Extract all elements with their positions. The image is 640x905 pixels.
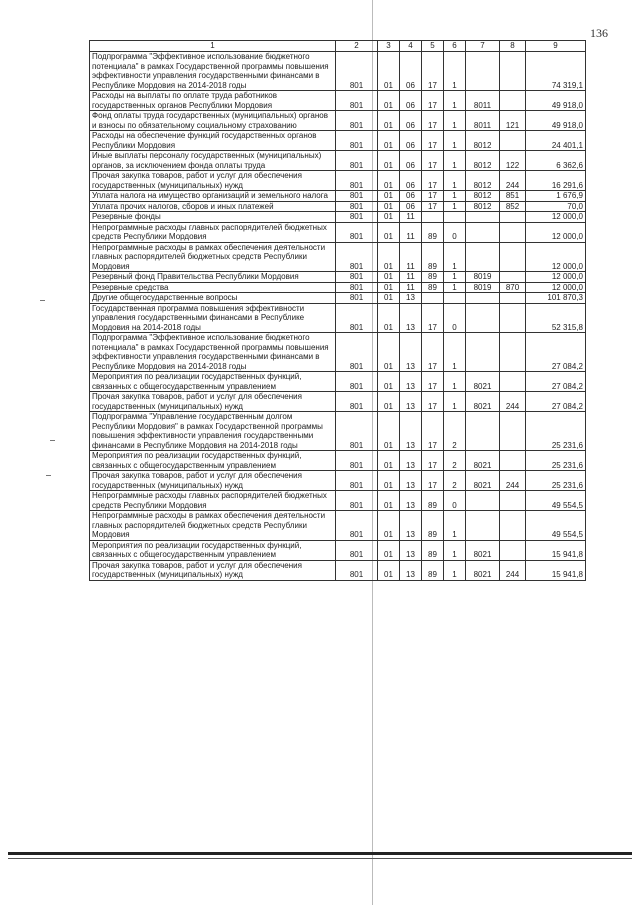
code-cell: 13 [400, 293, 422, 304]
code-cell: 01 [378, 222, 400, 242]
table-row [90, 540, 586, 560]
code-cell [466, 293, 500, 304]
code-cell: 801 [336, 560, 378, 580]
code-cell: 01 [378, 151, 400, 171]
code-cell [500, 52, 526, 91]
code-cell: 11 [400, 222, 422, 242]
amount-cell: 12 000,0 [526, 212, 586, 223]
code-cell: 17 [422, 191, 444, 202]
row-name-cell: Прочая закупка товаров, работ и услуг для обеспечения государственных (муниципальных) нужд [90, 471, 336, 491]
code-cell: 1 [444, 540, 466, 560]
code-cell: 851 [500, 191, 526, 202]
code-cell: 01 [378, 171, 400, 191]
amount-cell: 12 000,0 [526, 242, 586, 272]
row-name-cell: Прочая закупка товаров, работ и услуг для обеспечения государственных (муниципальных) нужд [90, 560, 336, 580]
code-cell: 801 [336, 91, 378, 111]
code-cell [500, 131, 526, 151]
amount-cell: 1 676,9 [526, 191, 586, 202]
code-cell: 801 [336, 191, 378, 202]
code-cell: 801 [336, 151, 378, 171]
code-cell: 89 [422, 491, 444, 511]
code-cell: 13 [400, 560, 422, 580]
code-cell: 06 [400, 201, 422, 212]
code-cell: 89 [422, 540, 444, 560]
code-cell [466, 52, 500, 91]
code-cell: 89 [422, 272, 444, 283]
page-number: 136 [590, 26, 608, 40]
code-cell: 01 [378, 511, 400, 541]
code-cell [500, 91, 526, 111]
code-cell: 870 [500, 282, 526, 293]
code-cell: 8021 [466, 372, 500, 392]
table-header-row [90, 41, 586, 52]
code-cell: 17 [422, 333, 444, 372]
code-cell: 11 [400, 282, 422, 293]
table-row [90, 242, 586, 272]
amount-cell: 52 315,8 [526, 303, 586, 333]
code-cell: 06 [400, 91, 422, 111]
code-cell: 89 [422, 560, 444, 580]
amount-cell: 27 084,2 [526, 392, 586, 412]
row-name-cell: Подпрограмма "Эффективное использование бюджетного потенциала" в рамках Государственной программы повышения эффективности управления государственными финансами в Республике Мордовия на 2014-2018 годы [90, 52, 336, 91]
code-cell: 01 [378, 333, 400, 372]
row-name-cell: Непрограммные расходы в рамках обеспечения деятельности главных распорядителей бюджетных средств Республики Мордовия [90, 511, 336, 541]
code-cell: 1 [444, 52, 466, 91]
code-cell: 01 [378, 372, 400, 392]
code-cell: 06 [400, 171, 422, 191]
amount-cell: 12 000,0 [526, 272, 586, 283]
row-name-cell: Резервные фонды [90, 212, 336, 223]
table-row [90, 412, 586, 451]
amount-cell: 49 918,0 [526, 91, 586, 111]
amount-cell: 49 918,0 [526, 111, 586, 131]
code-cell: 8011 [466, 111, 500, 131]
code-cell: 1 [444, 201, 466, 212]
row-name-cell: Уплата налога на имущество организаций и земельного налога [90, 191, 336, 202]
amount-cell: 27 084,2 [526, 372, 586, 392]
code-cell: 13 [400, 491, 422, 511]
scan-mark [40, 300, 45, 301]
table-row [90, 91, 586, 111]
code-cell: 06 [400, 191, 422, 202]
code-cell: 13 [400, 392, 422, 412]
code-cell: 8021 [466, 471, 500, 491]
code-cell: 801 [336, 471, 378, 491]
code-cell: 8021 [466, 540, 500, 560]
code-cell: 01 [378, 91, 400, 111]
code-cell [500, 451, 526, 471]
code-cell: 13 [400, 303, 422, 333]
code-cell: 0 [444, 303, 466, 333]
code-cell: 01 [378, 52, 400, 91]
code-cell [466, 333, 500, 372]
row-name-cell: Непрограммные расходы в рамках обеспечения деятельности главных распорядителей бюджетных средств Республики Мордовия [90, 242, 336, 272]
code-cell: 13 [400, 451, 422, 471]
code-cell: 06 [400, 151, 422, 171]
table-row [90, 222, 586, 242]
code-cell: 801 [336, 372, 378, 392]
code-cell [500, 222, 526, 242]
table-row [90, 491, 586, 511]
code-cell: 17 [422, 111, 444, 131]
amount-cell: 15 941,8 [526, 560, 586, 580]
code-cell: 801 [336, 111, 378, 131]
row-name-cell: Уплата прочих налогов, сборов и иных платежей [90, 201, 336, 212]
code-cell: 801 [336, 171, 378, 191]
code-cell [422, 293, 444, 304]
amount-cell: 12 000,0 [526, 222, 586, 242]
row-name-cell: Мероприятия по реализации государственных функций, связанных с общегосударственным управлением [90, 540, 336, 560]
code-cell: 01 [378, 491, 400, 511]
row-name-cell: Подпрограмма "Эффективное использование бюджетного потенциала" в рамках Государственной программы повышения эффективности управления государственными финансами в Республике Мордовия на 2014-2018 годы [90, 333, 336, 372]
code-cell: 01 [378, 540, 400, 560]
scan-mark [50, 440, 55, 441]
column-header: 5 [422, 41, 444, 52]
table-row [90, 333, 586, 372]
amount-cell: 101 870,3 [526, 293, 586, 304]
column-header: 3 [378, 41, 400, 52]
code-cell: 8021 [466, 392, 500, 412]
table-row [90, 212, 586, 223]
code-cell: 13 [400, 511, 422, 541]
code-cell [500, 272, 526, 283]
table-row [90, 392, 586, 412]
code-cell: 17 [422, 372, 444, 392]
row-name-cell: Расходы на выплаты по оплате труда работников государственных органов Республики Мордовия [90, 91, 336, 111]
code-cell: 2 [444, 471, 466, 491]
column-header: 2 [336, 41, 378, 52]
code-cell: 1 [444, 392, 466, 412]
code-cell [500, 303, 526, 333]
code-cell: 1 [444, 560, 466, 580]
code-cell: 17 [422, 91, 444, 111]
code-cell: 17 [422, 412, 444, 451]
code-cell: 17 [422, 151, 444, 171]
table-row [90, 191, 586, 202]
table-row [90, 111, 586, 131]
code-cell: 801 [336, 451, 378, 471]
code-cell: 8011 [466, 91, 500, 111]
code-cell [500, 293, 526, 304]
scan-mark [46, 475, 51, 476]
row-name-cell: Непрограммные расходы главных распорядителей бюджетных средств Республики Мордовия [90, 222, 336, 242]
code-cell: 244 [500, 471, 526, 491]
code-cell: 8012 [466, 171, 500, 191]
code-cell [466, 511, 500, 541]
row-name-cell: Расходы на обеспечение функций государственных органов Республики Мордовия [90, 131, 336, 151]
code-cell: 11 [400, 212, 422, 223]
code-cell: 13 [400, 471, 422, 491]
code-cell: 1 [444, 272, 466, 283]
code-cell: 17 [422, 201, 444, 212]
code-cell: 01 [378, 201, 400, 212]
column-header: 8 [500, 41, 526, 52]
code-cell: 801 [336, 131, 378, 151]
code-cell [466, 242, 500, 272]
table-row [90, 372, 586, 392]
code-cell: 8012 [466, 131, 500, 151]
table-row [90, 52, 586, 91]
code-cell: 8019 [466, 282, 500, 293]
code-cell: 801 [336, 201, 378, 212]
code-cell: 122 [500, 151, 526, 171]
amount-cell: 24 401,1 [526, 131, 586, 151]
code-cell: 17 [422, 171, 444, 191]
row-name-cell: Прочая закупка товаров, работ и услуг для обеспечения государственных (муниципальных) нужд [90, 392, 336, 412]
code-cell: 801 [336, 52, 378, 91]
amount-cell: 25 231,6 [526, 451, 586, 471]
code-cell: 801 [336, 540, 378, 560]
table-row [90, 201, 586, 212]
row-name-cell: Другие общегосударственные вопросы [90, 293, 336, 304]
code-cell: 89 [422, 511, 444, 541]
code-cell: 89 [422, 222, 444, 242]
code-cell [500, 491, 526, 511]
table-row [90, 471, 586, 491]
code-cell: 01 [378, 560, 400, 580]
code-cell: 01 [378, 471, 400, 491]
code-cell: 01 [378, 242, 400, 272]
code-cell: 01 [378, 131, 400, 151]
code-cell: 17 [422, 52, 444, 91]
code-cell: 1 [444, 131, 466, 151]
row-name-cell: Мероприятия по реализации государственных функций, связанных с общегосударственным управлением [90, 451, 336, 471]
code-cell: 1 [444, 511, 466, 541]
code-cell: 801 [336, 412, 378, 451]
amount-cell: 25 231,6 [526, 412, 586, 451]
code-cell: 0 [444, 222, 466, 242]
code-cell: 11 [400, 242, 422, 272]
code-cell: 01 [378, 293, 400, 304]
row-name-cell: Непрограммные расходы главных распорядителей бюджетных средств Республики Мордовия [90, 491, 336, 511]
code-cell: 801 [336, 333, 378, 372]
table-row [90, 303, 586, 333]
code-cell: 06 [400, 111, 422, 131]
amount-cell: 15 941,8 [526, 540, 586, 560]
code-cell: 801 [336, 293, 378, 304]
code-cell: 01 [378, 282, 400, 293]
code-cell: 89 [422, 242, 444, 272]
table-row [90, 511, 586, 541]
code-cell: 06 [400, 52, 422, 91]
row-name-cell: Мероприятия по реализации государственных функций, связанных с общегосударственным управлением [90, 372, 336, 392]
code-cell: 801 [336, 272, 378, 283]
code-cell [466, 412, 500, 451]
code-cell [444, 293, 466, 304]
code-cell [500, 540, 526, 560]
code-cell: 8012 [466, 151, 500, 171]
amount-cell: 16 291,6 [526, 171, 586, 191]
code-cell: 01 [378, 392, 400, 412]
code-cell: 1 [444, 91, 466, 111]
code-cell: 801 [336, 303, 378, 333]
amount-cell: 49 554,5 [526, 491, 586, 511]
code-cell: 8012 [466, 191, 500, 202]
code-cell: 13 [400, 412, 422, 451]
code-cell: 1 [444, 191, 466, 202]
code-cell: 13 [400, 372, 422, 392]
code-cell: 244 [500, 392, 526, 412]
row-name-cell: Резервный фонд Правительства Республики Мордовия [90, 272, 336, 283]
code-cell: 801 [336, 491, 378, 511]
code-cell: 13 [400, 333, 422, 372]
code-cell: 11 [400, 272, 422, 283]
code-cell: 13 [400, 540, 422, 560]
code-cell: 8012 [466, 201, 500, 212]
table-row [90, 272, 586, 283]
code-cell: 01 [378, 272, 400, 283]
code-cell: 801 [336, 282, 378, 293]
table-row [90, 293, 586, 304]
code-cell: 801 [336, 242, 378, 272]
row-name-cell: Прочая закупка товаров, работ и услуг для обеспечения государственных (муниципальных) нужд [90, 171, 336, 191]
row-name-cell: Резервные средства [90, 282, 336, 293]
code-cell: 0 [444, 491, 466, 511]
code-cell: 8019 [466, 272, 500, 283]
code-cell [422, 212, 444, 223]
code-cell: 801 [336, 212, 378, 223]
table-row [90, 282, 586, 293]
code-cell [444, 212, 466, 223]
code-cell [500, 242, 526, 272]
amount-cell: 70,0 [526, 201, 586, 212]
code-cell: 01 [378, 412, 400, 451]
code-cell: 1 [444, 171, 466, 191]
amount-cell: 74 319,1 [526, 52, 586, 91]
code-cell: 01 [378, 451, 400, 471]
table-row [90, 171, 586, 191]
amount-cell: 25 231,6 [526, 471, 586, 491]
code-cell: 2 [444, 412, 466, 451]
code-cell: 801 [336, 511, 378, 541]
code-cell: 121 [500, 111, 526, 131]
code-cell: 1 [444, 111, 466, 131]
amount-cell: 6 362,6 [526, 151, 586, 171]
code-cell: 1 [444, 282, 466, 293]
bottom-rule [8, 858, 632, 859]
code-cell: 8021 [466, 560, 500, 580]
code-cell [466, 491, 500, 511]
code-cell: 01 [378, 212, 400, 223]
column-header: 7 [466, 41, 500, 52]
code-cell: 8021 [466, 451, 500, 471]
code-cell: 244 [500, 560, 526, 580]
budget-table [89, 40, 586, 581]
code-cell: 89 [422, 282, 444, 293]
table-body [90, 52, 586, 581]
table-row [90, 151, 586, 171]
code-cell: 1 [444, 333, 466, 372]
code-cell: 801 [336, 392, 378, 412]
code-cell: 1 [444, 242, 466, 272]
column-header: 9 [526, 41, 586, 52]
code-cell [500, 372, 526, 392]
column-header: 4 [400, 41, 422, 52]
column-header: 1 [90, 41, 336, 52]
table-row [90, 131, 586, 151]
code-cell: 17 [422, 471, 444, 491]
code-cell: 852 [500, 201, 526, 212]
code-cell: 06 [400, 131, 422, 151]
code-cell: 2 [444, 451, 466, 471]
amount-cell: 49 554,5 [526, 511, 586, 541]
code-cell [500, 412, 526, 451]
code-cell: 01 [378, 191, 400, 202]
code-cell: 17 [422, 451, 444, 471]
bottom-rule [8, 852, 632, 855]
code-cell: 01 [378, 303, 400, 333]
code-cell [466, 222, 500, 242]
amount-cell: 27 084,2 [526, 333, 586, 372]
code-cell: 1 [444, 151, 466, 171]
code-cell: 244 [500, 171, 526, 191]
code-cell [500, 511, 526, 541]
code-cell: 1 [444, 372, 466, 392]
table-row [90, 560, 586, 580]
code-cell: 17 [422, 303, 444, 333]
code-cell [500, 333, 526, 372]
amount-cell: 12 000,0 [526, 282, 586, 293]
row-name-cell: Подпрограмма "Управление государственным долгом Республики Мордовия" в рамках Государственной программы повышения эффективности управления государственными финансами в Республике Мордовия на 2014-2018 годы [90, 412, 336, 451]
code-cell: 17 [422, 392, 444, 412]
row-name-cell: Фонд оплаты труда государственных (муниципальных) органов и взносы по обязательному социальному страхованию [90, 111, 336, 131]
code-cell [466, 303, 500, 333]
code-cell: 801 [336, 222, 378, 242]
code-cell: 17 [422, 131, 444, 151]
code-cell: 01 [378, 111, 400, 131]
table-row [90, 451, 586, 471]
row-name-cell: Иные выплаты персоналу государственных (муниципальных) органов, за исключением фонда оплаты труда [90, 151, 336, 171]
column-header: 6 [444, 41, 466, 52]
code-cell [500, 212, 526, 223]
row-name-cell: Государственная программа повышения эффективности управления государственными финансами в Республике Мордовия на 2014-2018 годы [90, 303, 336, 333]
code-cell [466, 212, 500, 223]
